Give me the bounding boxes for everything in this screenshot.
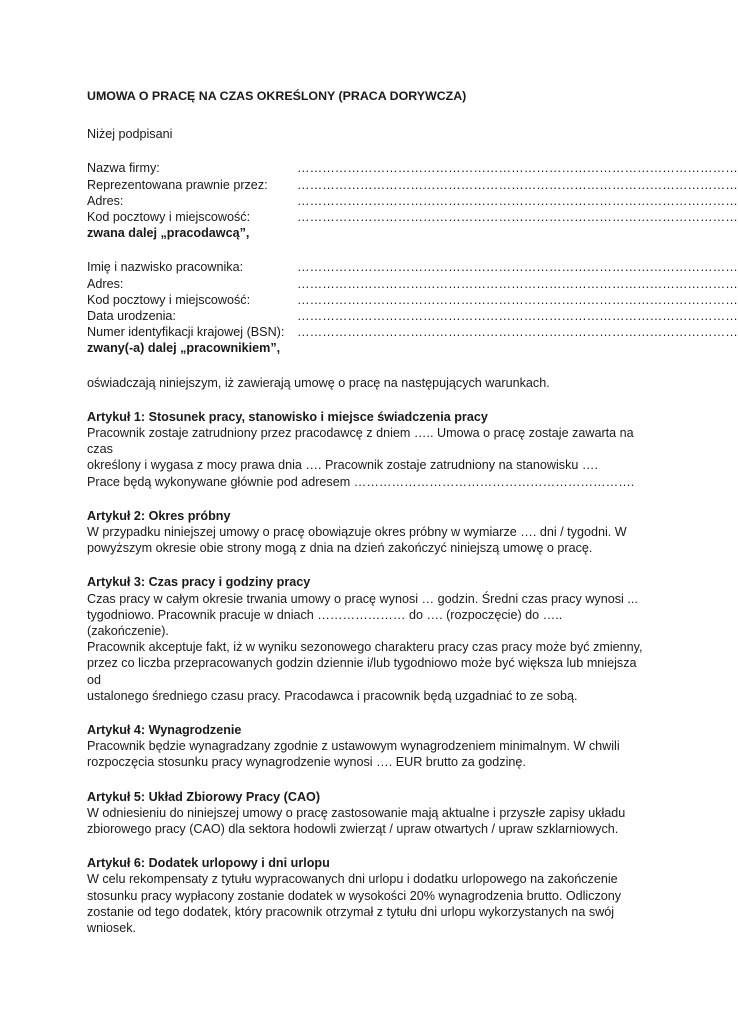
article-line: ustalonego średniego czasu pracy. Pracodawca i pracownik będą uzgadniać to ze sobą. — [87, 688, 578, 703]
article-5 — [87, 789, 647, 838]
employee-designation: zwany(-a) dalej „pracownikiem”, — [87, 341, 281, 356]
article-line: wniosek. — [87, 920, 136, 935]
field-label: Kod pocztowy i miejscowość: — [87, 292, 251, 307]
document-page — [87, 88, 738, 936]
employer-field-row — [87, 209, 738, 225]
document-title: UMOWA O PRACĘ NA CZAS OKREŚLONY (PRACA DORYWCZA) — [87, 89, 467, 103]
article-line: tygodniowo. Pracownik pracuje w dniach ………………… do …. (rozpoczęcie) do ….. (zakończenie). — [87, 607, 563, 638]
article-1 — [87, 409, 647, 490]
article-line: W przypadku niniejszej umowy o pracę obowiązuje okres próbny w wymiarze …. dni / tygodni. W — [87, 524, 627, 539]
article-4 — [87, 722, 647, 771]
employee-field-row — [87, 292, 738, 308]
fill-in-line[interactable]: …………………………………………………………………………………………… — [297, 209, 738, 224]
article-line: określony i wygasa z mocy prawa dnia …. Pracownik zostaje zatrudniony na stanowisku …. — [87, 458, 598, 473]
article-line: przez co liczba przepracowanych godzin dziennie i/lub tygodniowo może być większa lub mniejsza od — [87, 656, 637, 687]
field-label: Nazwa firmy: — [87, 161, 160, 176]
article-heading: Artykuł 3: Czas pracy i godziny pracy — [87, 575, 311, 590]
fill-in-line[interactable]: …………………………………………………………………………………………… — [297, 177, 738, 192]
article-line: rozpoczęcia stosunku pracy wynagrodzenie wynosi …. EUR brutto za godzinę. — [87, 755, 526, 770]
employee-field-row — [87, 324, 738, 340]
employee-section — [87, 259, 738, 356]
article-line: stosunku pracy wypłacony zostanie dodatek w wysokości 20% wynagrodzenia brutto. Odliczony — [87, 888, 622, 903]
article-heading: Artykuł 6: Dodatek urlopowy i dni urlopu — [87, 856, 330, 871]
fill-in-line[interactable]: …………………………………………………………………………………………… — [297, 161, 738, 176]
field-label: Numer identyfikacji krajowej (BSN): — [87, 325, 285, 340]
fill-in-line[interactable]: …………………………………………………………………………………………… — [297, 193, 738, 208]
article-line: Pracownik zostaje zatrudniony przez pracodawcę z dniem ….. Umowa o pracę zostaje zawarta na czas — [87, 425, 634, 457]
field-label: Data urodzenia: — [87, 308, 176, 323]
article-line: Pracownik akceptuje fakt, iż w wyniku sezonowego charakteru pracy czas pracy może być zmienny, — [87, 640, 643, 655]
article-line: W celu rekompensaty z tytułu wypracowanych dni urlopu i dodatku urlopowego na zakończenie — [87, 872, 618, 887]
article-2 — [87, 508, 647, 557]
employer-field-row — [87, 177, 738, 193]
article-heading: Artykuł 2: Okres próbny — [87, 508, 231, 523]
article-line: Prace będą wykonywane głównie pod adresem …………………………………………………………. — [87, 474, 635, 489]
article-heading: Artykuł 4: Wynagrodzenie — [87, 722, 242, 737]
employer-field-row — [87, 193, 738, 209]
field-label: Reprezentowana prawnie przez: — [87, 177, 268, 192]
article-line: Czas pracy w całym okresie trwania umowy o pracę wynosi … godzin. Średni czas pracy wynosi ... — [87, 591, 638, 606]
fill-in-line[interactable]: …………………………………………………………………………………………… — [297, 260, 738, 275]
field-label: Kod pocztowy i miejscowość: — [87, 209, 251, 224]
article-6 — [87, 855, 647, 936]
employee-field-row — [87, 259, 738, 275]
field-label: Adres: — [87, 276, 124, 291]
employer-section — [87, 160, 738, 241]
fill-in-line[interactable]: …………………………………………………………………………………………… — [297, 292, 738, 307]
employer-field-row — [87, 160, 738, 176]
field-label: Imię i nazwisko pracownika: — [87, 260, 244, 275]
article-line: zostanie od tego dodatek, który pracownik otrzymał z tytułu dni urlopu wykorzystanych na swój — [87, 904, 615, 919]
declaration-text: oświadczają niniejszym, iż zawierają umowę o pracę na następujących warunkach. — [87, 375, 550, 390]
field-label: Adres: — [87, 193, 124, 208]
article-heading: Artykuł 1: Stosunek pracy, stanowisko i miejsce świadczenia pracy — [87, 409, 488, 424]
article-line: zbiorowego pracy (CAO) dla sektora hodowli zwierząt / upraw otwartych / upraw szklarniowych. — [87, 821, 619, 836]
employer-designation: zwana dalej „pracodawcą”, — [87, 226, 250, 241]
intro-text: Niżej podpisani — [87, 127, 173, 142]
article-heading: Artykuł 5: Układ Zbiorowy Pracy (CAO) — [87, 789, 321, 804]
employee-field-row — [87, 308, 738, 324]
fill-in-line[interactable]: …………………………………………………………………………………………… — [297, 276, 738, 291]
article-line: Pracownik będzie wynagradzany zgodnie z ustawowym wynagrodzeniem minimalnym. W chwili — [87, 739, 620, 754]
employee-field-row — [87, 276, 738, 292]
article-3 — [87, 574, 647, 704]
fill-in-line[interactable]: …………………………………………………………………………………………… — [297, 308, 738, 323]
article-line: powyższym okresie obie strony mogą z dnia na dzień zakończyć niniejszą umowę o pracę. — [87, 541, 593, 556]
article-line: W odniesieniu do niniejszej umowy o pracę zastosowanie mają aktualne i przyszłe zapisy układu — [87, 805, 626, 820]
fill-in-line[interactable]: …………………………………………………………………………………………… — [297, 325, 738, 340]
